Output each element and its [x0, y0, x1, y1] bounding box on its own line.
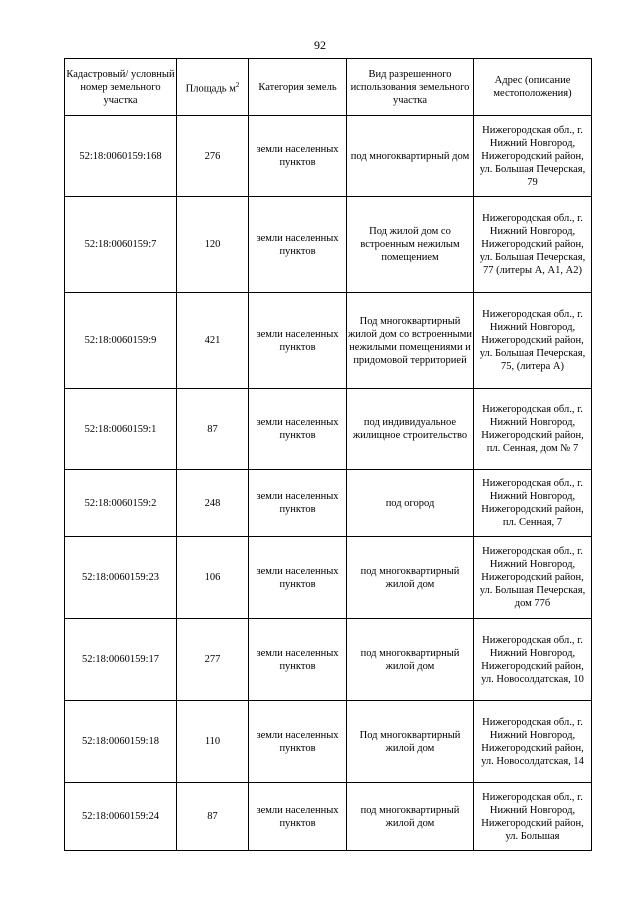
cell-use: под многоквартирный жилой дом	[347, 619, 474, 701]
table-row	[65, 389, 592, 470]
cell-category: земли населенных пунктов	[249, 537, 347, 619]
cell-category: земли населенных пунктов	[249, 389, 347, 470]
cell-cadastral: 52:18:0060159:1	[65, 389, 177, 470]
cell-use: под огород	[347, 470, 474, 537]
cell-address: Нижегородская обл., г. Нижний Новгород, Нижегородский район, ул. Большая	[474, 783, 592, 851]
cell-category: земли населенных пунктов	[249, 783, 347, 851]
cell-category: земли населенных пунктов	[249, 701, 347, 783]
cell-area: 421	[177, 293, 249, 389]
cell-address: Нижегородская обл., г. Нижний Новгород, Нижегородский район, ул. Новосолдатская, 14	[474, 701, 592, 783]
table-row	[65, 470, 592, 537]
cell-area: 248	[177, 470, 249, 537]
cell-use: Под жилой дом со встроенным нежилым помещением	[347, 197, 474, 293]
table-row	[65, 197, 592, 293]
cell-category: земли населенных пунктов	[249, 197, 347, 293]
cell-address: Нижегородская обл., г. Нижний Новгород, Нижегородский район, ул. Новосолдатская, 10	[474, 619, 592, 701]
table-row	[65, 701, 592, 783]
cell-area: 87	[177, 783, 249, 851]
table-row	[65, 537, 592, 619]
cell-area: 276	[177, 116, 249, 197]
cell-cadastral: 52:18:0060159:17	[65, 619, 177, 701]
cell-use: под многоквартирный жилой дом	[347, 783, 474, 851]
cell-area: 277	[177, 619, 249, 701]
cell-area: 110	[177, 701, 249, 783]
table-header-row	[65, 59, 592, 116]
cell-use: под многоквартирный дом	[347, 116, 474, 197]
cell-address: Нижегородская обл., г. Нижний Новгород, Нижегородский район, пл. Сенная, дом № 7	[474, 389, 592, 470]
cell-use: Под многоквартирный жилой дом	[347, 701, 474, 783]
cell-cadastral: 52:18:0060159:23	[65, 537, 177, 619]
cell-cadastral: 52:18:0060159:7	[65, 197, 177, 293]
cell-use: под многоквартирный жилой дом	[347, 537, 474, 619]
cell-area: 87	[177, 389, 249, 470]
cell-use: Под многоквартирный жилой дом со встроенными нежилыми помещениями и придомовой территорией	[347, 293, 474, 389]
cell-address: Нижегородская обл., г. Нижний Новгород, Нижегородский район, ул. Большая Печерская, дом 77б	[474, 537, 592, 619]
cell-area: 120	[177, 197, 249, 293]
cell-category: земли населенных пунктов	[249, 470, 347, 537]
cell-cadastral: 52:18:0060159:168	[65, 116, 177, 197]
cell-address: Нижегородская обл., г. Нижний Новгород, Нижегородский район, ул. Большая Печерская, 77 (литеры А, А1, А2)	[474, 197, 592, 293]
cell-cadastral: 52:18:0060159:24	[65, 783, 177, 851]
table-row	[65, 116, 592, 197]
header-use: Вид разрешенного использования земельного участка	[347, 59, 474, 116]
cell-category: земли населенных пунктов	[249, 116, 347, 197]
header-area: Площадь $м^2$	[177, 59, 249, 116]
cell-cadastral: 52:18:0060159:9	[65, 293, 177, 389]
table-row	[65, 783, 592, 851]
cell-address: Нижегородская обл., г. Нижний Новгород, Нижегородский район, ул. Большая Печерская, 75, (литера А)	[474, 293, 592, 389]
cell-area: 106	[177, 537, 249, 619]
header-cadastral: Кадастровый/ условный номер земельного участка	[65, 59, 177, 116]
table-row	[65, 293, 592, 389]
cell-cadastral: 52:18:0060159:18	[65, 701, 177, 783]
land-plots-table	[64, 58, 592, 851]
cell-address: Нижегородская обл., г. Нижний Новгород, Нижегородский район, пл. Сенная, 7	[474, 470, 592, 537]
cell-cadastral: 52:18:0060159:2	[65, 470, 177, 537]
table-row	[65, 619, 592, 701]
header-category: Категория земель	[249, 59, 347, 116]
cell-use: под индивидуальное жилищное строительство	[347, 389, 474, 470]
cell-address: Нижегородская обл., г. Нижний Новгород, Нижегородский район, ул. Большая Печерская, 79	[474, 116, 592, 197]
cell-category: земли населенных пунктов	[249, 619, 347, 701]
cell-category: земли населенных пунктов	[249, 293, 347, 389]
page-number: 92	[314, 38, 326, 52]
header-address: Адрес (описание местоположения)	[474, 59, 592, 116]
